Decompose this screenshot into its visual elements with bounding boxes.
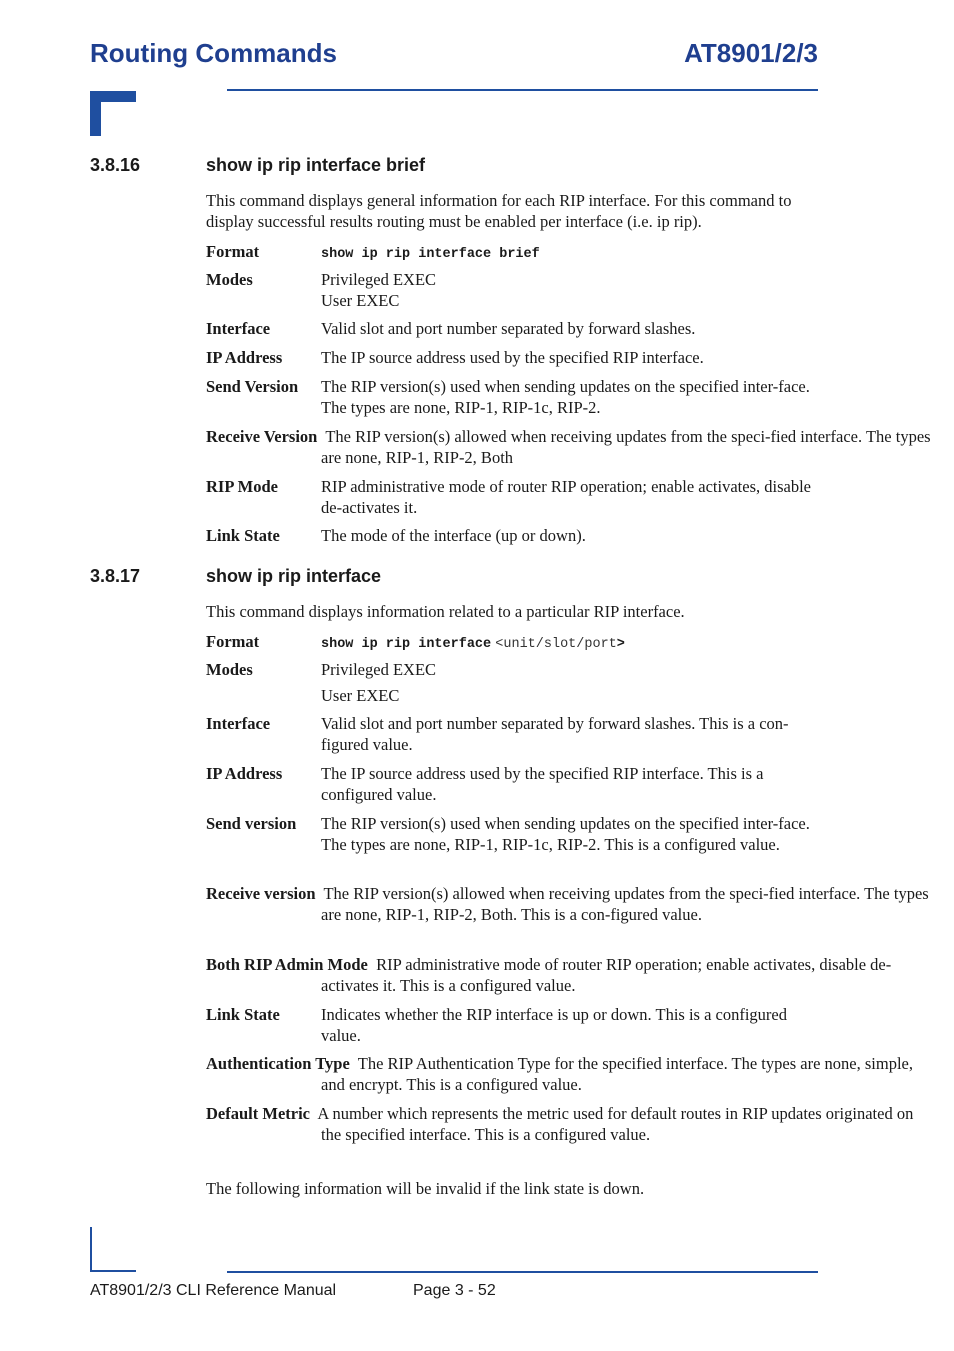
format-command: [321, 241, 818, 265]
format-command: [321, 631, 818, 655]
field-row: [206, 1103, 933, 1145]
section-intro: This command displays general information for each RIP interface. For this command to display successful results routing must be enabled per interface (i.e. ip rip).: [206, 191, 792, 231]
field-description: The RIP version(s) used when sending updates on the specified inter-face. The types are none, RIP-1, RIP-1c, RIP-2.: [321, 377, 810, 417]
section-number: 3.8.17: [90, 566, 141, 586]
footer-page-number: Page 3 - 52: [413, 1282, 496, 1299]
header-corner-mark-vertical: [90, 91, 101, 136]
field-label: Receive Version: [206, 427, 318, 446]
field-label: Authentication Type: [206, 1054, 350, 1073]
header-rule: [227, 89, 818, 91]
field-label: Interface: [206, 319, 271, 338]
field-row: [206, 954, 933, 996]
field-description: Valid slot and port number separated by forward slashes. This is a con-figured value.: [321, 714, 789, 754]
field-description: The RIP Authentication Type for the specified interface. The types are none, simple, and encrypt. This is a configured value.: [321, 1054, 913, 1094]
footer-rule: [227, 1271, 818, 1273]
command-argument: <unit/slot/port: [495, 637, 617, 652]
field-label: Link State: [206, 1005, 280, 1024]
section-title: show ip rip interface: [206, 566, 382, 586]
field-description: The IP source address used by the specified RIP interface.: [321, 348, 704, 367]
field-description: RIP administrative mode of router RIP operation; enable activates, disable de-activates it. This is a configured value.: [321, 955, 892, 995]
field-description: A number which represents the metric used for default routes in RIP updates originated on the specified interface. This is a configured value.: [317, 1104, 914, 1144]
format-label: Format: [206, 242, 260, 261]
field-label: Default Metric: [206, 1104, 310, 1123]
field-label: Link State: [206, 526, 280, 545]
field-description: The mode of the interface (up or down).: [321, 526, 586, 545]
field-row: [206, 1053, 933, 1095]
mode-item: Privileged EXEC: [321, 270, 437, 289]
field-label: Interface: [206, 714, 271, 733]
format-label: Format: [206, 632, 260, 651]
mode-item: Privileged EXEC: [321, 660, 437, 679]
field-description: Indicates whether the RIP interface is up or down. This is a configured value.: [321, 1005, 787, 1045]
modes-row: [206, 269, 818, 311]
command-text: show ip rip interface brief: [321, 247, 540, 262]
mode-item: User EXEC: [321, 686, 400, 705]
page-header-title: Routing Commands: [90, 38, 337, 68]
modes-label: Modes: [206, 270, 253, 289]
footer-corner-mark: [90, 1227, 92, 1272]
modes-values: [321, 269, 818, 311]
field-label: Both RIP Admin Mode: [206, 955, 368, 974]
section-number: 3.8.16: [90, 155, 141, 175]
modes-values: [321, 659, 818, 706]
modes-label: Modes: [206, 660, 253, 679]
field-label: IP Address: [206, 348, 283, 367]
field-label: Receive version: [206, 884, 316, 903]
field-description: The RIP version(s) used when sending updates on the specified inter-face. The types are none, RIP-1, RIP-1c, RIP-2. This is a configured value.: [321, 814, 810, 854]
field-row: [206, 426, 933, 468]
field-label: RIP Mode: [206, 477, 278, 496]
section-intro: This command displays information related to a particular RIP interface.: [206, 602, 685, 621]
command-argument-close: >: [616, 637, 625, 652]
field-description: The IP source address used by the specified RIP interface. This is a configured value.: [321, 764, 764, 804]
closing-note: The following information will be invalid if the link state is down.: [206, 1179, 645, 1198]
field-description: RIP administrative mode of router RIP operation; enable activates, disable de-activates it.: [321, 477, 811, 517]
footer-corner-mark-horizontal: [90, 1270, 136, 1272]
mode-item: User EXEC: [321, 291, 400, 310]
section-title: show ip rip interface brief: [206, 155, 426, 175]
field-description: The RIP version(s) allowed when receiving updates from the speci-fied interface. The types are none, RIP-1, RIP-2, Both. This is a con-figured value.: [321, 884, 929, 924]
field-description: Valid slot and port number separated by forward slashes.: [321, 319, 696, 338]
field-label: IP Address: [206, 764, 283, 783]
page-header-product: AT8901/2/3: [684, 38, 818, 68]
footer-manual-title: AT8901/2/3 CLI Reference Manual: [90, 1282, 337, 1299]
field-label: Send Version: [206, 377, 299, 396]
field-description: The RIP version(s) allowed when receiving updates from the speci-fied interface. The types are none, RIP-1, RIP-2, Both: [321, 427, 931, 467]
modes-row: [206, 659, 818, 707]
command-text: show ip rip interface: [321, 637, 492, 652]
field-label: Send version: [206, 814, 297, 833]
field-row: [206, 883, 933, 925]
